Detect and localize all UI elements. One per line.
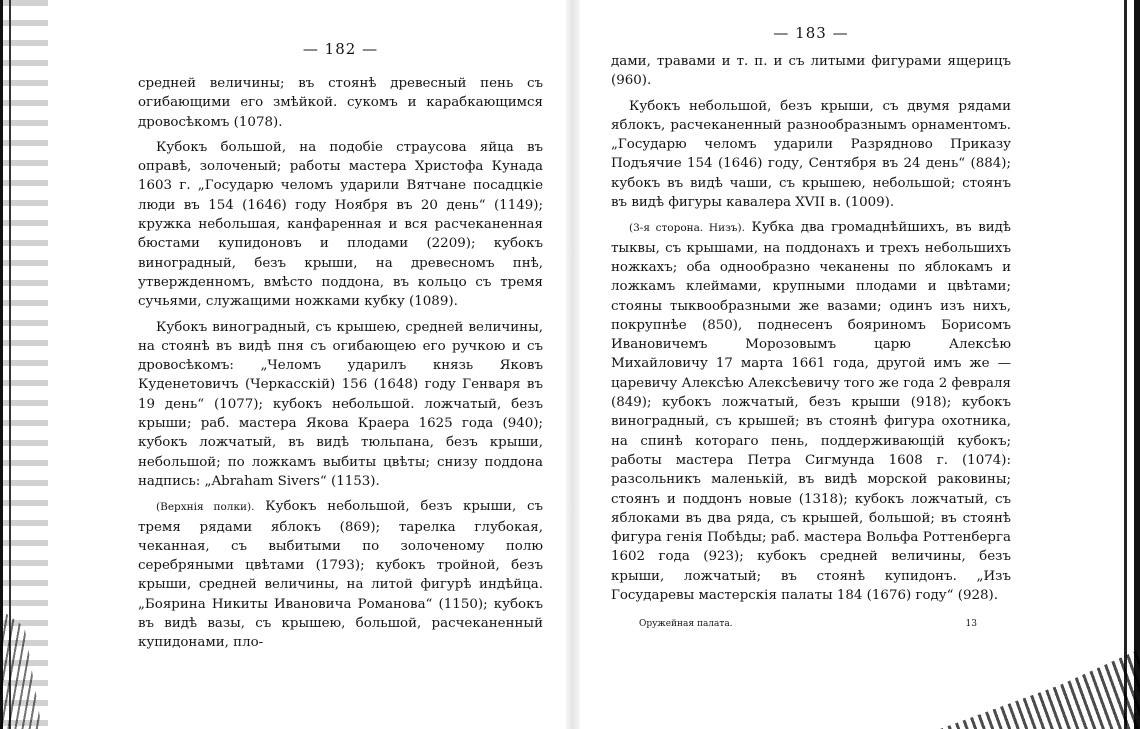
scan-right-edge xyxy=(1100,0,1140,729)
section-label: (Верхнія полки). xyxy=(156,501,255,514)
paragraph-shelf xyxy=(138,497,543,652)
paragraph: Кубокъ виноградный, съ крышею, средней величины, на стоянѣ въ видѣ пня съ огибающею его ручкою и съ дровосѣкомъ: „Челомъ ударилъ князь Яковъ Куденетовичъ (Черкасскій) 156 (1648) году Генваря въ 19 день“ (1077); кубокъ небольшой. ложчатый, безъ крыши; раб. мастера Якова Краера 1625 года (940); кубокъ ложчатый, въ видѣ тюльпана, безъ крыши, небольшой; по ложкамъ выбиты цвѣты; снизу поддона надпись: „Abraham Sivers“ (1153). xyxy=(138,319,543,489)
section-label: (3-я сторона. Низъ). xyxy=(629,222,745,235)
paragraph-text: Кубокъ небольшой, безъ крыши, съ тремя рядами яблокъ (869); тарелка глубокая, чеканная, съ выбитыми по золоченому полю серебряными цвѣтами (1793); кубокъ тройной, безъ крыши, средней величины, на литой фигурѣ индѣйца. „Боярина Никиты Ивановича Романова“ (1150); кубокъ въ видѣ вазы, съ крышею, большой, расчеканенный купидонами, пло- xyxy=(138,499,543,651)
footer-sheet-number: 13 xyxy=(965,619,977,630)
book-gutter xyxy=(566,0,580,729)
paragraph-side xyxy=(611,218,1011,605)
paragraph-text: Кубка два громаднѣйшихъ, въ видѣ тыквы, съ крышами, на поддонахъ и трехъ небольшихъ ножкахъ; оба однообразно чеканены по яблокамъ и ложкамъ клеймами, крупными плодами и цвѣтами; стояны тыквообразными же вазами; одинъ изъ нихъ, покрупнѣе (850), поднесенъ бояриномъ Борисомъ Ивановичемъ Морозовымъ царю Алексѣю Михайловичу 17 марта 1661 года, другой имъ же — царевичу Алексѣю Алексѣевичу того же года 2 февраля (849); кубокъ ложчатый, безъ крыши (918); кубокъ виноградный, съ крышей; въ стоянѣ фигура охотника, на спинѣ котораго пень, поддерживающій кубокъ; работы мастера Петра Сигмунда 1608 г. (1074): разсольникъ маленькій, въ видѣ морской раковины; стоянъ и поддонъ новые (1318); кубокъ ложчатый, съ яблоками въ два ряда, съ крышей, большой; въ стоянѣ фигура генія Побѣды; раб. мастера Вольфа Роттенберга 1602 года (923); кубокъ средней величины, безъ крыши, ложчатый; въ стоянѣ купидонъ. „Изъ Государевы мастерскія палаты 184 (1676) году“ (928). xyxy=(611,220,1011,604)
paragraph: средней величины; въ стоянѣ древесный пень съ огибающими его змѣйкой. сукомъ и карабкающимся дровосѣкомъ (1078). xyxy=(138,76,543,130)
paragraph: дами, травами и т. п. и съ литыми фигурами ящерицъ (960). xyxy=(611,54,1011,89)
page-footer xyxy=(611,619,1011,633)
right-page-text xyxy=(611,52,1011,605)
right-page xyxy=(611,24,1011,633)
page-number-right: — 183 — xyxy=(773,24,849,42)
paragraph: Кубокъ большой, на подобіе страусова яйца въ оправѣ, золоченый; работы мастера Христофа Кунада 1603 г. „Государю челомъ ударили Вятчане посадцкіе люди въ 154 (1646) году Ноября въ 20 день“ (1149); кружка небольшая, канфаренная и вся расчеканенная бюстами купидоновъ и плодами (2209); кубокъ виноградный, безъ крыши, на древесномъ пнѣ, утвержденномъ, вмѣсто поддона, въ кольцо съ тремя сучьями, служащими ножками кубку (1089). xyxy=(138,139,543,310)
left-page-text xyxy=(138,74,543,653)
left-page xyxy=(138,40,543,653)
paragraph: Кубокъ небольшой, безъ крыши, съ двумя рядами яблокъ, расчеканенный разнообразнымъ орнаментомъ. „Государю челомъ ударили Разрядново Приказу Подъячие 154 (1646) году, Сентября въ 24 день“ (884); кубокъ въ видѣ чаши, съ крышею, небольшой; стоянъ въ видѣ фигуры кавалера XVII в. (1009). xyxy=(611,98,1011,211)
page-number-left: — 182 — xyxy=(302,40,379,58)
footer-signature: Оружейная палата. xyxy=(639,619,733,630)
